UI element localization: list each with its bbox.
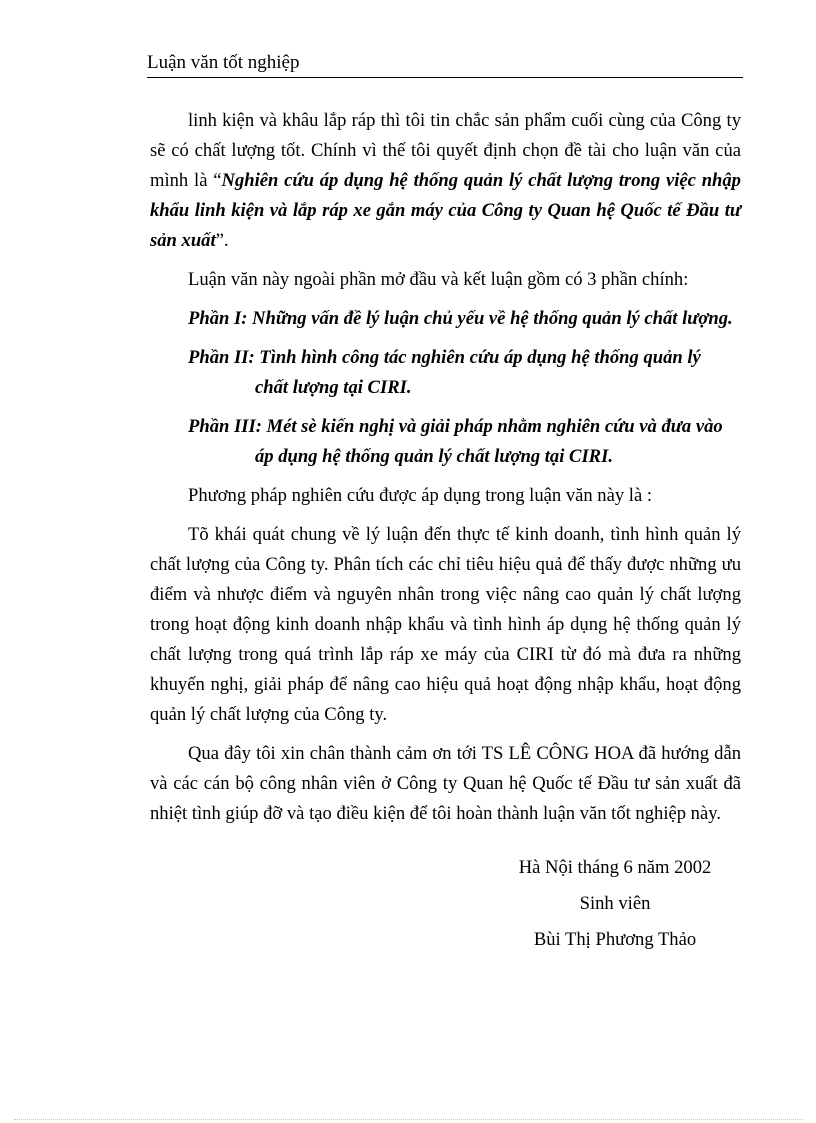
thanks-paragraph: Qua đây tôi xin chân thành cảm ơn tới TS LÊ CÔNG HOA đã hướng dẫn và các cán bộ công nhân viên ở Công ty Quan hệ Quốc tế Đầu tư sản xuất đã nhiệt tình giúp đỡ và tạo điều kiện để tôi hoàn thành luận văn tốt nghiệp này. xyxy=(150,743,741,824)
intro-text: linh kiện và khâu lắp ráp thì tôi tin chắc sản phẩm cuối cùng của Công ty sẽ có chất lượng tốt. Chính vì thế tôi quyết định chọn đề tài cho luận văn của mình là “ xyxy=(150,110,741,191)
document-body xyxy=(150,106,741,838)
intro-paragraph xyxy=(150,106,741,256)
page-bottom-divider xyxy=(14,1119,804,1120)
place-date: Hà Nội tháng 6 năm 2002 xyxy=(518,857,712,878)
method-paragraph: Tõ khái quát chung về lý luận đến thực tế kinh doanh, tình hình quản lý chất lượng của Công ty. Phân tích các chỉ tiêu hiệu quả để thấy được những ưu điểm và nhược điểm và nguyên nhân trong việc nâng cao quản lý chất lượng trong hoạt động kinh doanh nhập khẩu và tình hình áp dụng hệ thống quản lý chất lượng trong quá trình lắp ráp xe máy của CIRI từ đó mà đưa ra những khuyến nghị, giải pháp để nâng cao hiệu quả hoạt động nhập khẩu, hoạt động quản lý chất lượng của Công ty. xyxy=(150,524,741,725)
signature-block xyxy=(500,853,730,961)
part-3-title: Phần III: Mét sè kiến nghị và giải pháp nhằm nghiên cứu và đưa vào xyxy=(188,416,723,437)
part-2-title-cont: chất lượng tại CIRI. xyxy=(255,377,412,398)
method-intro: Phương pháp nghiên cứu được áp dụng trong luận văn này là : xyxy=(188,485,653,506)
signer-role: Sinh viên xyxy=(579,893,651,914)
thesis-topic: Nghiên cứu áp dụng hệ thống quản lý chất lượng trong việc nhập khẩu linh kiện và lắp ráp xe gắn máy của Công ty Quan hệ Quốc tế Đầu tư sản xuất xyxy=(150,170,741,251)
intro-end: ”. xyxy=(215,230,229,251)
part-1 xyxy=(188,304,741,334)
part-1-title: Phần I: Những vấn đề lý luận chủ yếu về hệ thống quản lý chất lượng. xyxy=(188,308,733,329)
part-3 xyxy=(188,412,741,472)
header-title: Luận văn tốt nghiệp xyxy=(147,52,300,73)
part-2-title: Phần II: Tình hình công tác nghiên cứu áp dụng hệ thống quản lý xyxy=(188,347,701,368)
structure-intro: Luận văn này ngoài phần mở đầu và kết luận gồm có 3 phần chính: xyxy=(188,269,689,290)
part-3-title-cont: áp dụng hệ thống quản lý chất lượng tại CIRI. xyxy=(255,446,613,467)
signer-name: Bùi Thị Phương Thảo xyxy=(533,929,697,950)
page-header xyxy=(147,52,743,78)
part-2 xyxy=(188,343,741,403)
